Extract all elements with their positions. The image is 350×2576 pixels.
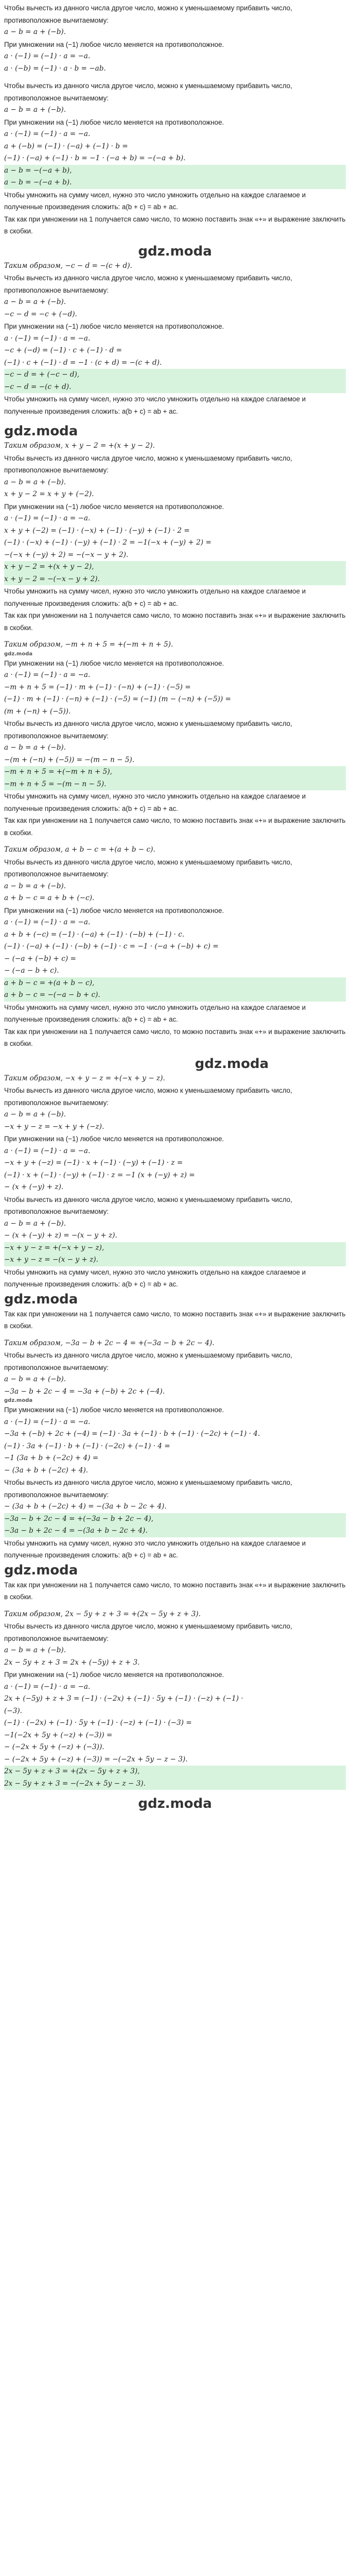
formula-line: a · (−1) = (−1) · a = −a.	[4, 671, 91, 679]
rule-text: Так как при умножении на 1 получается само число, то можно поставить знак «+» и выражение заключить в скобки.	[4, 1581, 347, 1601]
rule-text: Так как при умножении на 1 получается само число, то можно поставить знак «+» и выражение заключить в скобки.	[4, 1027, 347, 1047]
formula-line: a + b − c = a + b + (−c).	[4, 894, 95, 902]
formula-line: a − b = a + (−b).	[4, 743, 66, 752]
rule-text: Чтобы вычесть из данного числа другое число, можно к уменьшаемому прибавить число, противоположное вычитаемому:	[4, 1195, 294, 1215]
result-line: a + b − c = −(−a − b + c).	[4, 991, 100, 999]
result-line: −x + y − z = −(x − y + z).	[4, 1256, 98, 1264]
formula-line: (−1) · (−2x) + (−1) · 5y + (−1) · (−z) + (−1) · (−3) =	[4, 1719, 192, 1727]
formula-line: a − b = a + (−b).	[4, 106, 66, 114]
formula-line: − (x + (−y) + z) = −(x − y + z).	[4, 1231, 117, 1240]
result-line: a − b = −(−a + b).	[4, 178, 72, 187]
watermark: gdz.moda	[4, 1291, 78, 1307]
rule-text: Чтобы умножить на сумму чисел, нужно это число умножить отдельно на каждое слагаемое и полученные произведения сложить: a(b + c) = ab + ac.	[4, 1003, 308, 1023]
result-highlight	[4, 369, 346, 393]
formula-line: −x + y − z = −x + y + (−z).	[4, 1122, 104, 1131]
formula-line: −(−x + (−y) + 2) = −(−x − y + 2).	[4, 550, 129, 559]
formula-line: (−1) · c + (−1) · d = −1 · (c + d) = −(c + d).	[4, 358, 162, 367]
formula-line: − (−2x + 5y + (−z) + (−3)).	[4, 1743, 104, 1751]
formula-line: (−1) · 3a + (−1) · b + (−1) · (−2c) + (−1) · 4 =	[4, 1442, 170, 1450]
rule-text: Чтобы вычесть из данного числа другое число, можно к уменьшаемому прибавить число, противоположное вычитаемому:	[4, 1622, 294, 1642]
formula-line: −3a + (−b) + 2c + (−4) = (−1) · 3a + (−1) · b + (−1) · (−2c) + (−1) · 4.	[4, 1430, 260, 1438]
formula-line: a · (−1) = (−1) · a = −a.	[4, 52, 91, 60]
formula-line: − (3a + b + (−2c) + 4) = −(3a + b − 2c + 4).	[4, 1502, 167, 1511]
formula-line: (−1) · (−a) + (−1) · (−b) + (−1) · c = −1 · (−a + (−b) + c) =	[4, 942, 219, 951]
result-highlight	[4, 766, 346, 790]
solution-section-4	[4, 639, 346, 839]
formula-line: a − b = a + (−b).	[4, 298, 66, 306]
formula-line: a · (−1) = (−1) · a = −a.	[4, 1417, 91, 1426]
formula-line: a − b = a + (−b).	[4, 882, 66, 890]
solution-section-7	[4, 1337, 346, 1603]
rule-text: Чтобы вычесть из данного числа другое число, можно к уменьшаемому прибавить число, противоположное вычитаемому:	[4, 858, 294, 878]
rule-text: Чтобы умножить на сумму чисел, нужно это число умножить отдельно на каждое слагаемое и полученные произведения сложить: a(b + c) = ab + ac.	[4, 587, 308, 607]
formula-line: a + (−b) = (−1) · (−a) + (−1) · b =	[4, 142, 128, 150]
rule-text: Чтобы умножить на сумму чисел, нужно это число умножить отдельно на каждое слагаемое и полученные произведения сложить: a(b + c) = ab + ac.	[4, 1268, 308, 1288]
formula-line: −(m + (−n) + (−5)) = −(m − n − 5).	[4, 755, 135, 764]
formula-line: (m + (−n) + (−5)).	[4, 707, 71, 716]
formula-line: −x + y + (−z) = (−1) · x + (−1) · (−y) + (−1) · z =	[4, 1159, 183, 1167]
result-line: −m + n + 5 = −(m − n − 5).	[4, 779, 107, 788]
rule-text: При умножении на (−1) любое число меняется на противоположное.	[4, 502, 224, 511]
solution-section-6	[4, 1073, 346, 1332]
formula-line: x + y + (−2) = (−1) · (−x) + (−1) · (−y) + (−1) · 2 =	[4, 526, 190, 535]
result-line: 2x − 5y + z + 3 = −(−2x + 5y − z − 3).	[4, 1779, 146, 1788]
formula-line: a − b = a + (−b).	[4, 28, 66, 36]
formula-line: −3a − b + 2c − 4 = −3a + (−b) + 2c + (−4).	[4, 1387, 165, 1396]
formula-line: (−1) · m + (−1) · (−n) + (−1) · (−5) = (−1) (m − (−n) + (−5)) =	[4, 695, 231, 703]
formula-line: (−1) · (−x) + (−1) · (−y) + (−1) · 2 = −1(−x + (−y) + 2) =	[4, 538, 212, 547]
formula-line: − (−a + (−b) + c) =	[4, 954, 76, 963]
solution-section-8	[4, 1608, 346, 1790]
solution-section-2	[4, 260, 346, 418]
intro-text: Чтобы вычесть из данного числа другое число, можно к уменьшаемому прибавить число, противоположное вычитаемому:	[4, 82, 294, 102]
formula-line: a · (−1) = (−1) · a = −a.	[4, 918, 91, 926]
formula-line: −1(−2x + 5y + (−z) + (−3)) =	[4, 1731, 113, 1739]
formula-line: − (−a − b + c).	[4, 967, 59, 975]
watermark-small: gdz.moda	[4, 1398, 33, 1403]
formula-line: −c − d = −c + (−d).	[4, 310, 77, 318]
formula-line: x + y − 2 = x + y + (−2).	[4, 490, 94, 498]
watermark-small: gdz.moda	[4, 651, 33, 657]
result-line: −m + n + 5 = +(−m + n + 5),	[4, 768, 112, 776]
result-highlight	[4, 1242, 346, 1266]
rule-text: Чтобы умножить на сумму чисел, нужно это число умножить отдельно на каждое слагаемое и полученные произведения сложить: a(b + c) = ab + ac.	[4, 191, 308, 211]
rule-text: При умножении на (−1) любое число меняется на противоположное.	[4, 1135, 224, 1143]
formula-line: a · (−1) = (−1) · a = −a.	[4, 1146, 91, 1155]
watermark: gdz.moda	[4, 1562, 78, 1578]
rule-text: Чтобы вычесть из данного числа другое число, можно к уменьшаемому прибавить число, противоположное вычитаемому:	[4, 720, 294, 740]
formula-line: a − b = a + (−b).	[4, 478, 66, 486]
formula-line: − (3a + b + (−2c) + 4).	[4, 1466, 89, 1475]
rule-text: При умножении на (−1) любое число меняется на противоположное.	[4, 1671, 224, 1679]
rule-text: Так как при умножении на 1 получается само число, то можно поставить знак «+» и выражение заключить в скобки.	[4, 1310, 347, 1330]
formula-line: Таким образом, −x + y − z = +(−x + y − z).	[4, 1074, 165, 1082]
formula-line: (−3).	[4, 1706, 22, 1715]
formula-line: a · (−b) = (−1) · a · b = −ab.	[4, 64, 106, 73]
result-line: x + y − 2 = +(x + y − 2),	[4, 563, 94, 571]
result-line: x + y − 2 = −(−x − y + 2).	[4, 574, 100, 583]
rule-text: Так как при умножении на 1 получается само число, то можно поставить знак «+» и выражение заключить в скобки.	[4, 817, 347, 837]
result-highlight	[4, 1766, 346, 1790]
solution-section-3	[4, 440, 346, 634]
formula-line: a · (−1) = (−1) · a = −a.	[4, 1682, 91, 1691]
solution-section-1	[4, 80, 346, 238]
rule-text: При умножении на (−1) любое число меняется на противоположное.	[4, 906, 224, 914]
formula-line: a · (−1) = (−1) · a = −a.	[4, 130, 91, 138]
watermark: gdz.moda	[138, 243, 212, 259]
result-line: −x + y − z = +(−x + y − z),	[4, 1243, 104, 1252]
rule-text: При умножении на (−1) любое число меняется на противоположное.	[4, 118, 224, 126]
formula-line: (−1) · x + (−1) · (−y) + (−1) · z = −1 (x + (−y) + z) =	[4, 1171, 195, 1179]
result-line: −c − d = −(c + d).	[4, 382, 72, 391]
rule-text: Чтобы умножить на сумму чисел, нужно это число умножить отдельно на каждое слагаемое и полученные произведения сложить: a(b + c) = ab + ac.	[4, 792, 308, 812]
formula-line: −c + (−d) = (−1) · c + (−1) · d =	[4, 346, 122, 354]
watermark: gdz.moda	[4, 423, 78, 439]
formula-line: Таким образом, −c − d = −(c + d).	[4, 261, 132, 270]
result-highlight	[4, 165, 346, 189]
result-highlight	[4, 977, 346, 1002]
formula-line: 2x + (−5y) + z + 3 = (−1) · (−2x) + (−1) · 5y + (−1) · (−z) + (−1) ·	[4, 1694, 243, 1703]
result-line: −3a − b + 2c − 4 = −(3a + b − 2c + 4).	[4, 1527, 148, 1535]
formula-line: −m + n + 5 = (−1) · m + (−1) · (−n) + (−1) · (−5) =	[4, 683, 191, 691]
rule-text: Чтобы вычесть из данного числа другое число, можно к уменьшаемому прибавить число, противоположное вычитаемому:	[4, 1087, 294, 1107]
formula-line: a − b = a + (−b).	[4, 1110, 66, 1118]
formula-line: a − b = a + (−b).	[4, 1646, 66, 1654]
rule-text: Так как при умножении на 1 получается само число, то можно поставить знак «+» и выражение заключить в скобки.	[4, 215, 347, 235]
rule-text: Так как при умножении на 1 получается само число, то можно поставить знак «+» и выражение заключить в скобки.	[4, 612, 347, 632]
solution-section-5	[4, 844, 346, 1050]
formula-line: 2x − 5y + z + 3 = 2x + (−5y) + z + 3.	[4, 1658, 140, 1667]
formula-line: Таким образом, a + b − c = +(a + b − c).	[4, 845, 155, 854]
formula-line: Таким образом, −m + n + 5 = +(−m + n + 5).	[4, 640, 173, 649]
rule-text: Чтобы умножить на сумму чисел, нужно это число умножить отдельно на каждое слагаемое и полученные произведения сложить: a(b + c) = ab + ac.	[4, 1539, 308, 1559]
formula-line: a − b = a + (−b).	[4, 1219, 66, 1228]
result-line: a + b − c = +(a + b − c),	[4, 978, 95, 987]
result-line: a − b = −(−a + b),	[4, 166, 72, 175]
rule-text: Чтобы вычесть из данного числа другое число, можно к уменьшаемому прибавить число, противоположное вычитаемому:	[4, 1351, 294, 1371]
rule-text: Чтобы вычесть из данного числа другое число, можно к уменьшаемому прибавить число, противоположное вычитаемому:	[4, 454, 294, 474]
rule-text: При умножении на (−1) любое число меняется на противоположное.	[4, 40, 224, 48]
result-highlight	[4, 1513, 346, 1537]
formula-line: −1 (3a + b + (−2c) + 4) =	[4, 1454, 99, 1462]
formula-line: a − b = a + (−b).	[4, 1375, 66, 1383]
watermark: gdz.moda	[138, 1796, 212, 1811]
formula-line: Таким образом, x + y − 2 = +(x + y − 2).	[4, 442, 155, 450]
result-line: 2x − 5y + z + 3 = +(2x − 5y + z + 3),	[4, 1767, 140, 1775]
intro-text: Чтобы вычесть из данного числа другое число, можно к уменьшаемому прибавить число, противоположное вычитаемому:	[4, 4, 294, 24]
rule-text: При умножении на (−1) любое число меняется на противоположное.	[4, 1406, 224, 1414]
solution-section-a	[4, 2, 346, 75]
watermark: gdz.moda	[195, 1056, 269, 1072]
formula-line: Таким образом, 2x − 5y + z + 3 = +(2x − 5y + z + 3).	[4, 1609, 201, 1618]
result-highlight	[4, 561, 346, 585]
formula-line: − (−2x + 5y + (−z) + (−3)) = −(−2x + 5y − z − 3).	[4, 1755, 188, 1764]
rule-text: Чтобы вычесть из данного числа другое число, можно к уменьшаемому прибавить число, противоположное вычитаемому:	[4, 274, 294, 294]
formula-line: − (x + (−y) + z).	[4, 1183, 64, 1191]
rule-text: При умножении на (−1) любое число меняется на противоположное.	[4, 323, 224, 330]
formula-line: a · (−1) = (−1) · a = −a.	[4, 334, 91, 343]
formula-line: a + b + (−c) = (−1) · (−a) + (−1) · (−b) + (−1) · c.	[4, 930, 185, 939]
rule-text: Чтобы вычесть из данного числа другое число, можно к уменьшаемому прибавить число, противоположное вычитаемому:	[4, 1479, 294, 1499]
formula-line: (−1) · (−a) + (−1) · b = −1 · (−a + b) = −(−a + b).	[4, 154, 186, 162]
result-line: −c − d = + (−c − d),	[4, 370, 80, 379]
formula-line: a · (−1) = (−1) · a = −a.	[4, 514, 91, 522]
rule-text: Чтобы умножить на сумму чисел, нужно это число умножить отдельно на каждое слагаемое и полученные произведения сложить: a(b + c) = ab + ac.	[4, 395, 308, 415]
result-line: −3a − b + 2c − 4 = +(−3a − b + 2c − 4),	[4, 1514, 154, 1523]
rule-text: При умножении на (−1) любое число меняется на противоположное.	[4, 659, 224, 667]
formula-line: Таким образом, −3a − b + 2c − 4 = +(−3a − b + 2c − 4).	[4, 1338, 215, 1347]
